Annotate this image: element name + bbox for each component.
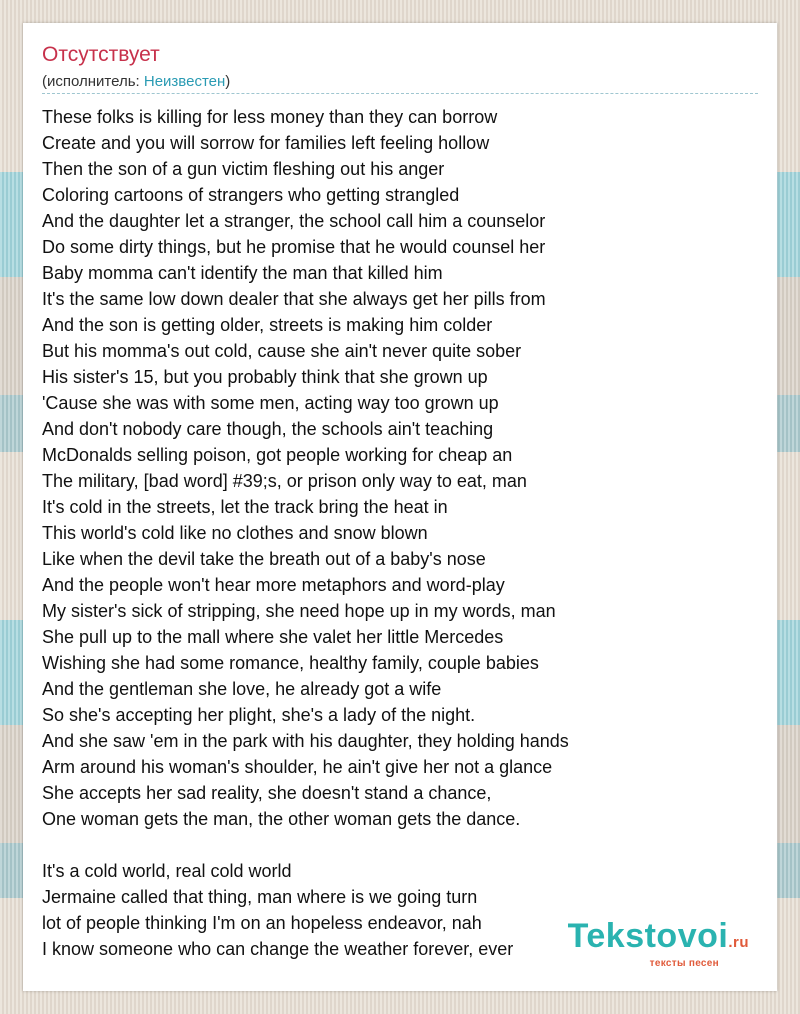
lyrics-line: Create and you will sorrow for families left feeling hollow bbox=[42, 133, 490, 153]
artist-line bbox=[42, 73, 230, 90]
lyrics-line: It's cold in the streets, let the track bring the heat in bbox=[42, 497, 448, 517]
artist-link[interactable]: Неизвестен bbox=[143, 73, 226, 90]
lyrics-line: Coloring cartoons of strangers who getting strangled bbox=[42, 185, 460, 205]
lyrics-line: The military, [bad word] #39;s, or prison only way to eat, man bbox=[42, 471, 527, 491]
watermark-tagline: тексты песен bbox=[649, 958, 719, 969]
lyrics-line: And the people won't hear more metaphors and word-play bbox=[42, 575, 505, 595]
lyrics-line: My sister's sick of stripping, she need hope up in my words, man bbox=[42, 601, 556, 621]
lyrics-line: But his momma's out cold, cause she ain't never quite sober bbox=[42, 341, 522, 361]
artist-suffix: ) bbox=[225, 73, 231, 90]
lyrics-line: And the gentleman she love, he already got a wife bbox=[42, 679, 442, 699]
lyrics-line: It's the same low down dealer that she always get her pills from bbox=[42, 289, 546, 309]
lyrics-line: She pull up to the mall where she valet her little Mercedes bbox=[42, 627, 504, 647]
lyrics-line: Wishing she had some romance, healthy family, couple babies bbox=[42, 653, 539, 673]
lyrics-line: This world's cold like no clothes and snow blown bbox=[42, 523, 428, 543]
lyrics-line: Do some dirty things, but he promise that he would counsel her bbox=[42, 237, 546, 257]
lyrics-line: lot of people thinking I'm on an hopeless endeavor, nah bbox=[42, 913, 482, 933]
lyrics-line: And the daughter let a stranger, the school call him a counselor bbox=[42, 211, 546, 231]
watermark-logo: Tekstovoi.ru bbox=[567, 917, 749, 955]
lyrics-line: So she's accepting her plight, she's a lady of the night. bbox=[42, 705, 476, 725]
lyrics-line: She accepts her sad reality, she doesn't stand a chance, bbox=[42, 783, 492, 803]
site-watermark bbox=[568, 919, 749, 969]
title-divider bbox=[42, 93, 758, 94]
lyrics-line: These folks is killing for less money than they can borrow bbox=[42, 107, 498, 127]
song-title: Отсутствует bbox=[42, 43, 160, 66]
lyrics-line: Then the son of a gun victim fleshing out his anger bbox=[42, 159, 445, 179]
lyrics-line: McDonalds selling poison, got people working for cheap an bbox=[42, 445, 513, 465]
lyrics-line: One woman gets the man, the other woman gets the dance. bbox=[42, 809, 521, 829]
lyrics-line: His sister's 15, but you probably think that she grown up bbox=[42, 367, 488, 387]
lyrics-line: Arm around his woman's shoulder, he ain't give her not a glance bbox=[42, 757, 553, 777]
lyrics-line: It's a cold world, real cold world bbox=[42, 861, 292, 881]
lyrics-body bbox=[42, 104, 762, 962]
lyrics-line: And she saw 'em in the park with his daughter, they holding hands bbox=[42, 731, 569, 751]
lyrics-card bbox=[23, 23, 777, 991]
lyrics-blank-line bbox=[42, 832, 762, 858]
artist-prefix: (исполнитель: bbox=[42, 73, 144, 90]
lyrics-line: And the son is getting older, streets is making him colder bbox=[42, 315, 493, 335]
lyrics-line: I know someone who can change the weather forever, ever bbox=[42, 939, 514, 959]
lyrics-line: Baby momma can't identify the man that killed him bbox=[42, 263, 443, 283]
lyrics-line: Jermaine called that thing, man where is we going turn bbox=[42, 887, 478, 907]
lyrics-line: 'Cause she was with some men, acting way too grown up bbox=[42, 393, 499, 413]
lyrics-line: And don't nobody care though, the schools ain't teaching bbox=[42, 419, 494, 439]
lyrics-line: Like when the devil take the breath out of a baby's nose bbox=[42, 549, 486, 569]
